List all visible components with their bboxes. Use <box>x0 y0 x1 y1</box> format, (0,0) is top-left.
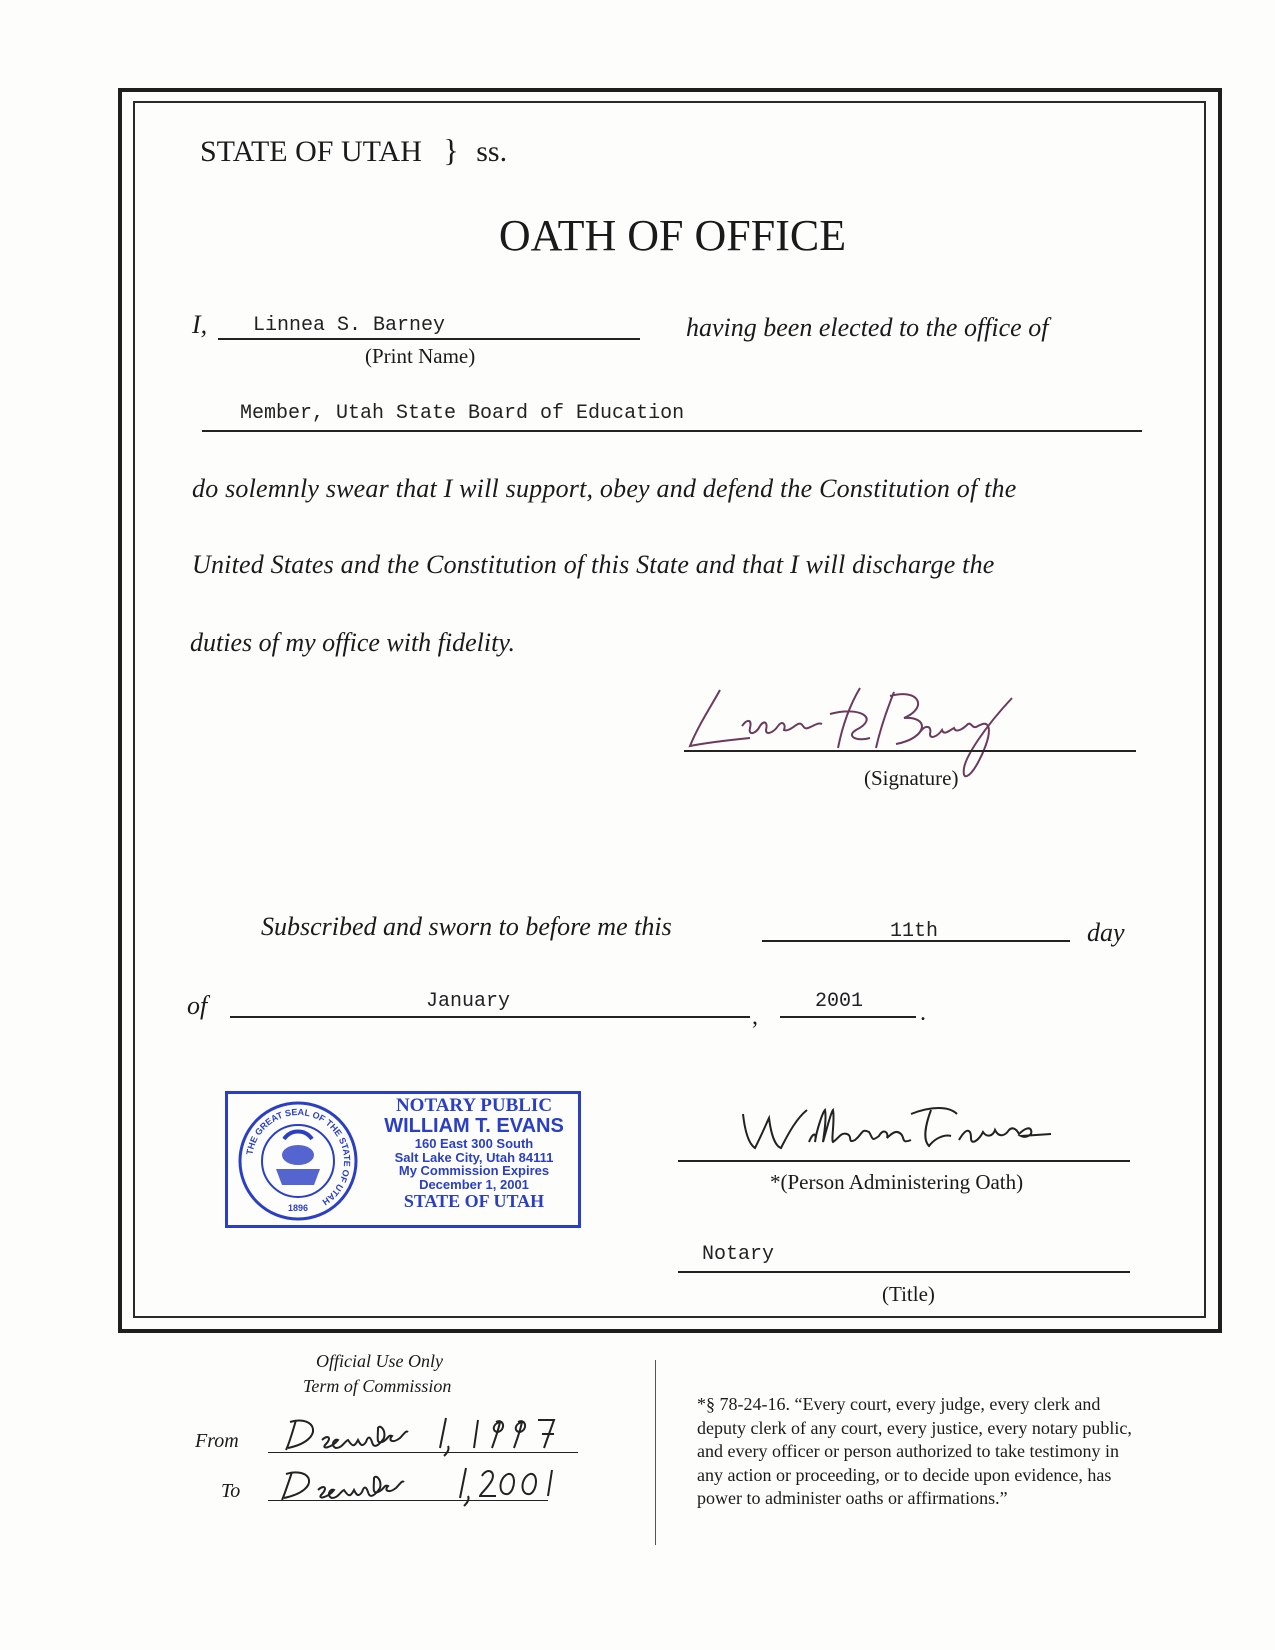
to-label: To <box>221 1480 241 1502</box>
notary-stamp <box>225 1091 581 1228</box>
to-line <box>268 1500 548 1501</box>
term-heading: Term of Commission <box>303 1376 452 1396</box>
sworn-year-line <box>780 1016 916 1018</box>
stamp-line-3: 160 East 300 South <box>414 1135 534 1151</box>
state-name: STATE OF UTAH <box>200 135 422 168</box>
print-name-line <box>218 338 640 340</box>
brace: } <box>443 132 459 168</box>
footnote-line-2: deputy clerk of any court, every justice, every notary public, <box>697 1417 1132 1438</box>
oath-body-line-3: duties of my office with fidelity. <box>190 628 515 657</box>
pronoun-i: I, <box>192 310 208 339</box>
footnote-line-5: power to administer oaths or affirmations.” <box>697 1488 1008 1508</box>
sworn-of-label: of <box>187 991 208 1020</box>
footnote-line-3: and every officer or person authorized to take testimony in <box>697 1441 1120 1461</box>
stamp-line-2: WILLIAM T. EVANS <box>384 1114 564 1137</box>
title-value: Notary <box>702 1243 775 1266</box>
stamp-line-4: Salt Lake City, Utah 84111 <box>394 1149 554 1165</box>
elected-text: having been elected to the office of <box>686 313 1049 342</box>
stamp-line-5: My Commission Expires <box>398 1163 550 1179</box>
from-line <box>268 1452 578 1453</box>
state-heading <box>200 132 507 169</box>
state-seal-icon <box>236 1099 360 1223</box>
sworn-day-label: day <box>1087 918 1125 947</box>
sworn-period: . <box>920 1000 926 1026</box>
stamp-line-6: December 1, 2001 <box>419 1176 529 1192</box>
print-name-caption: (Print Name) <box>365 344 476 368</box>
stamp-text-block <box>376 1096 572 1210</box>
official-use-heading: Official Use Only <box>316 1351 443 1371</box>
stamp-line-1: NOTARY PUBLIC <box>395 1095 553 1116</box>
footnote-line-1: *§ 78-24-16. “Every court, every judge, every clerk and <box>697 1394 1101 1414</box>
footer-divider <box>655 1360 656 1545</box>
svg-text:THE GREAT SEAL OF THE STATE OF: THE GREAT SEAL OF THE STATE OF UTAH <box>244 1106 353 1208</box>
footnote-line-4: any action or proceeding, or to decide upon evidence, has <box>697 1464 1112 1485</box>
sworn-month-value: January <box>426 990 511 1013</box>
sworn-month-line <box>230 1016 750 1018</box>
print-name-value: Linnea S. Barney <box>253 314 446 337</box>
svg-text:1896: 1896 <box>287 1203 309 1213</box>
sworn-day-value: 11th <box>890 920 939 943</box>
page-title: OATH OF OFFICE <box>498 211 847 260</box>
title-caption: (Title) <box>882 1282 935 1306</box>
oath-body-line-1: do solemnly swear that I will support, obey and defend the Constitution of the <box>192 474 1017 503</box>
office-value: Member, Utah State Board of Education <box>240 402 685 425</box>
sworn-day-line <box>762 940 1070 942</box>
oath-body-line-2: United States and the Constitution of this State and that I will discharge the <box>192 550 995 579</box>
ss-label: ss. <box>476 135 508 168</box>
administrator-caption: *(Person Administering Oath) <box>770 1170 1024 1194</box>
administrator-line <box>678 1160 1130 1162</box>
statute-footnote <box>697 1393 1132 1511</box>
signature-line <box>684 750 1136 752</box>
from-label: From <box>195 1430 239 1452</box>
administrator-signature <box>735 1092 1065 1162</box>
sworn-year-value: 2001 <box>815 990 864 1013</box>
signature-caption: (Signature) <box>864 766 959 790</box>
sworn-text: Subscribed and sworn to before me this <box>261 912 672 941</box>
office-line <box>202 430 1142 432</box>
title-line <box>678 1271 1130 1273</box>
stamp-line-7: STATE OF UTAH <box>403 1190 545 1211</box>
to-handwritten-date <box>278 1462 568 1508</box>
sworn-comma: , <box>752 1004 758 1030</box>
